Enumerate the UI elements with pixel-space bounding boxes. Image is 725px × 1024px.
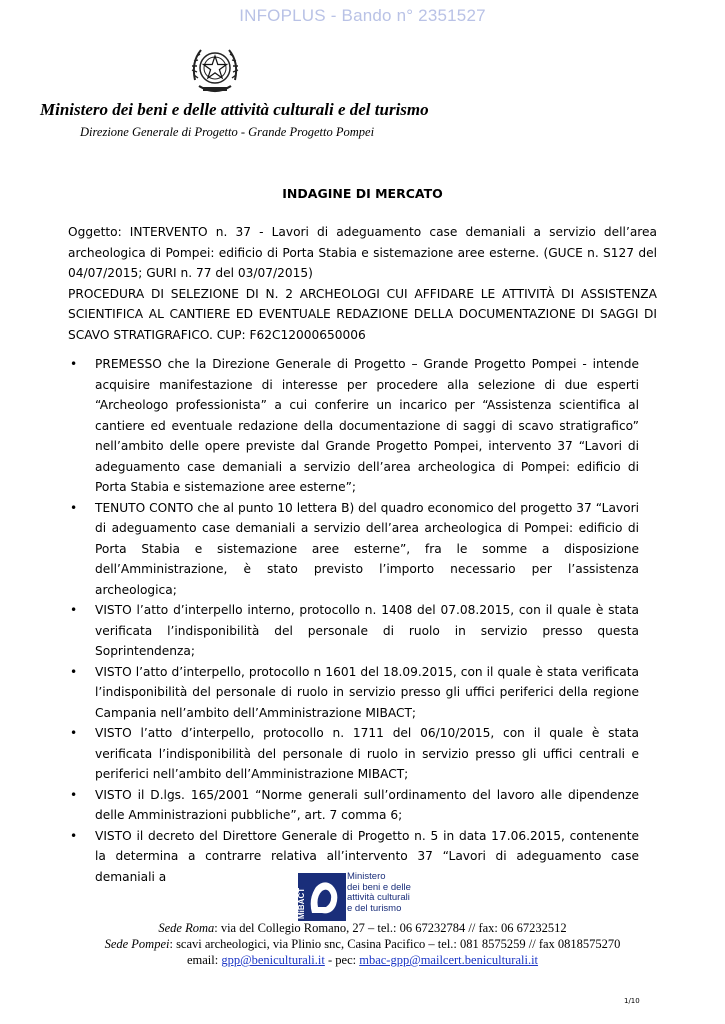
footer-text: : scavi archeologici, via Plinio snc, Casina Pacifico – tel.: 081 8575259 // fax 0818575270 xyxy=(169,937,621,951)
logo-caption-line: e del turismo xyxy=(347,902,402,914)
logo-caption-line: dei beni e delle xyxy=(347,881,411,893)
procedure-paragraph: PROCEDURA DI SELEZIONE DI N. 2 ARCHEOLOGI CUI AFFIDARE LE ATTIVITÀ DI ASSISTENZA SCIENTIFICA AL CANTIERE ED EVENTUALE REDAZIONE DELLA DOCUMENTAZIONE DI SAGGI DI SCAVO STRATIGRAFICO. CUP: F62C12000650006 xyxy=(68,286,657,342)
pec-label: - pec: xyxy=(324,953,360,967)
list-item-text: VISTO il decreto del Direttore Generale di Progetto n. 5 in data 17.06.2015, contenente la determina a contrarre relativa all’intervento 37 “Lavori di adeguamento case demaniali a xyxy=(95,828,639,884)
subject-paragraph: Oggetto: INTERVENTO n. 37 - Lavori di adeguamento case demaniali a servizio dell’area archeologica di Pompei: edificio di Porta Stabia e sistemazione aree esterne. (GUCE n. S127 del 04/07/2015; GURI n. 77 del 03/07/2015) xyxy=(68,225,657,281)
page-number: 1/10 xyxy=(624,997,640,1005)
watermark-text: INFOPLUS - Bando n° 2351527 xyxy=(239,6,486,25)
list-item xyxy=(68,354,639,498)
logo-caption xyxy=(347,872,411,914)
list-item xyxy=(68,498,639,601)
mibact-logo-icon xyxy=(298,873,346,921)
footer-address-roma xyxy=(0,920,725,936)
footer-label: Sede Roma xyxy=(158,921,215,935)
bullet-icon: • xyxy=(70,726,78,740)
list-item xyxy=(68,785,639,826)
list-item-text: TENUTO CONTO che al punto 10 lettera B) del quadro economico del progetto 37 “Lavori di adeguamento case demaniali a servizio dell’area archeologica di Pompei: edificio di Porta Stabia e sistemazione aree esterne”, fra le somme a disposizione dell’Amministrazione, è stato previsto l’importo necessario per l’assistenza archeologica; xyxy=(95,500,639,597)
list-item-text: VISTO l’atto d’interpello interno, protocollo n. 1408 del 07.08.2015, con il quale è stata verificata l’indisponibilità del personale di ruolo in servizio presso questa Soprintendenza; xyxy=(95,603,639,658)
footer-text: : via del Collegio Romano, 27 – tel.: 06 67232784 // fax: 06 67232512 xyxy=(214,921,567,935)
footer-label: Sede Pompei xyxy=(104,937,170,951)
footer-address-pompei xyxy=(0,936,725,952)
list-item xyxy=(68,723,639,785)
list-item xyxy=(68,600,639,662)
bullet-icon: • xyxy=(70,664,78,679)
ministry-title: Ministero dei beni e delle attività culturali e del turismo xyxy=(40,100,429,119)
ministry-subtitle: Direzione Generale di Progetto - Grande Progetto Pompei xyxy=(80,125,375,139)
italian-republic-emblem-icon xyxy=(189,40,241,98)
logo-caption-line: Ministero xyxy=(347,871,386,882)
premises-list xyxy=(68,354,639,887)
list-item-text: PREMESSO che la Direzione Generale di Progetto – Grande Progetto Pompei - intende acquisire manifestazione di interesse per procedere alla selezione di due esperti “Archeologo professionista” a cui conferire un incarico per “Assistenza scientifica al cantiere ed eventuale redazione della documentazione di saggi di scavo stratigrafico” nell’ambito delle opere previste dal Grande Progetto Pompei, intervento 37 “Lavori di adeguamento case demaniali a servizio dell’area archeologica di Pompei: edificio di Porta Stabia e sistemazione aree esterne”; xyxy=(95,357,639,494)
bullet-icon: • xyxy=(70,603,78,617)
pec-link[interactable]: mbac-gpp@mailcert.beniculturali.it xyxy=(359,953,539,967)
bullet-icon: • xyxy=(70,828,78,843)
subject-block xyxy=(68,222,657,346)
bullet-icon: • xyxy=(70,500,78,515)
bullet-icon: • xyxy=(70,787,78,802)
logo-caption-line: attività culturali xyxy=(347,892,410,904)
email-label: email: xyxy=(186,953,222,967)
list-item xyxy=(68,662,639,724)
email-link[interactable]: gpp@beniculturali.it xyxy=(221,953,325,967)
logo-mark-text: MiBACT xyxy=(297,887,306,919)
list-item-text: VISTO l’atto d’interpello, protocollo n 1601 del 18.09.2015, con il quale è stata verificata l’indisponibilità del personale di ruolo in servizio presso gli uffici periferici della regione Campania nell’ambito dell’Amministrazione MIBACT; xyxy=(95,664,639,720)
bullet-icon: • xyxy=(70,357,78,371)
footer-contacts xyxy=(0,952,725,968)
document-title: INDAGINE DI MERCATO xyxy=(282,186,443,201)
list-item-text: VISTO il D.lgs. 165/2001 “Norme generali sull’ordinamento del lavoro alle dipendenze delle Amministrazioni pubbliche”, art. 7 comma 6; xyxy=(95,787,639,822)
list-item-text: VISTO l’atto d’interpello, protocollo n. 1711 del 06/10/2015, con il quale è stata verificata l’indisponibilità del personale di ruolo in servizio presso gli uffici centrali e periferici nell’ambito dell’Amministrazione MIBACT; xyxy=(95,726,639,781)
